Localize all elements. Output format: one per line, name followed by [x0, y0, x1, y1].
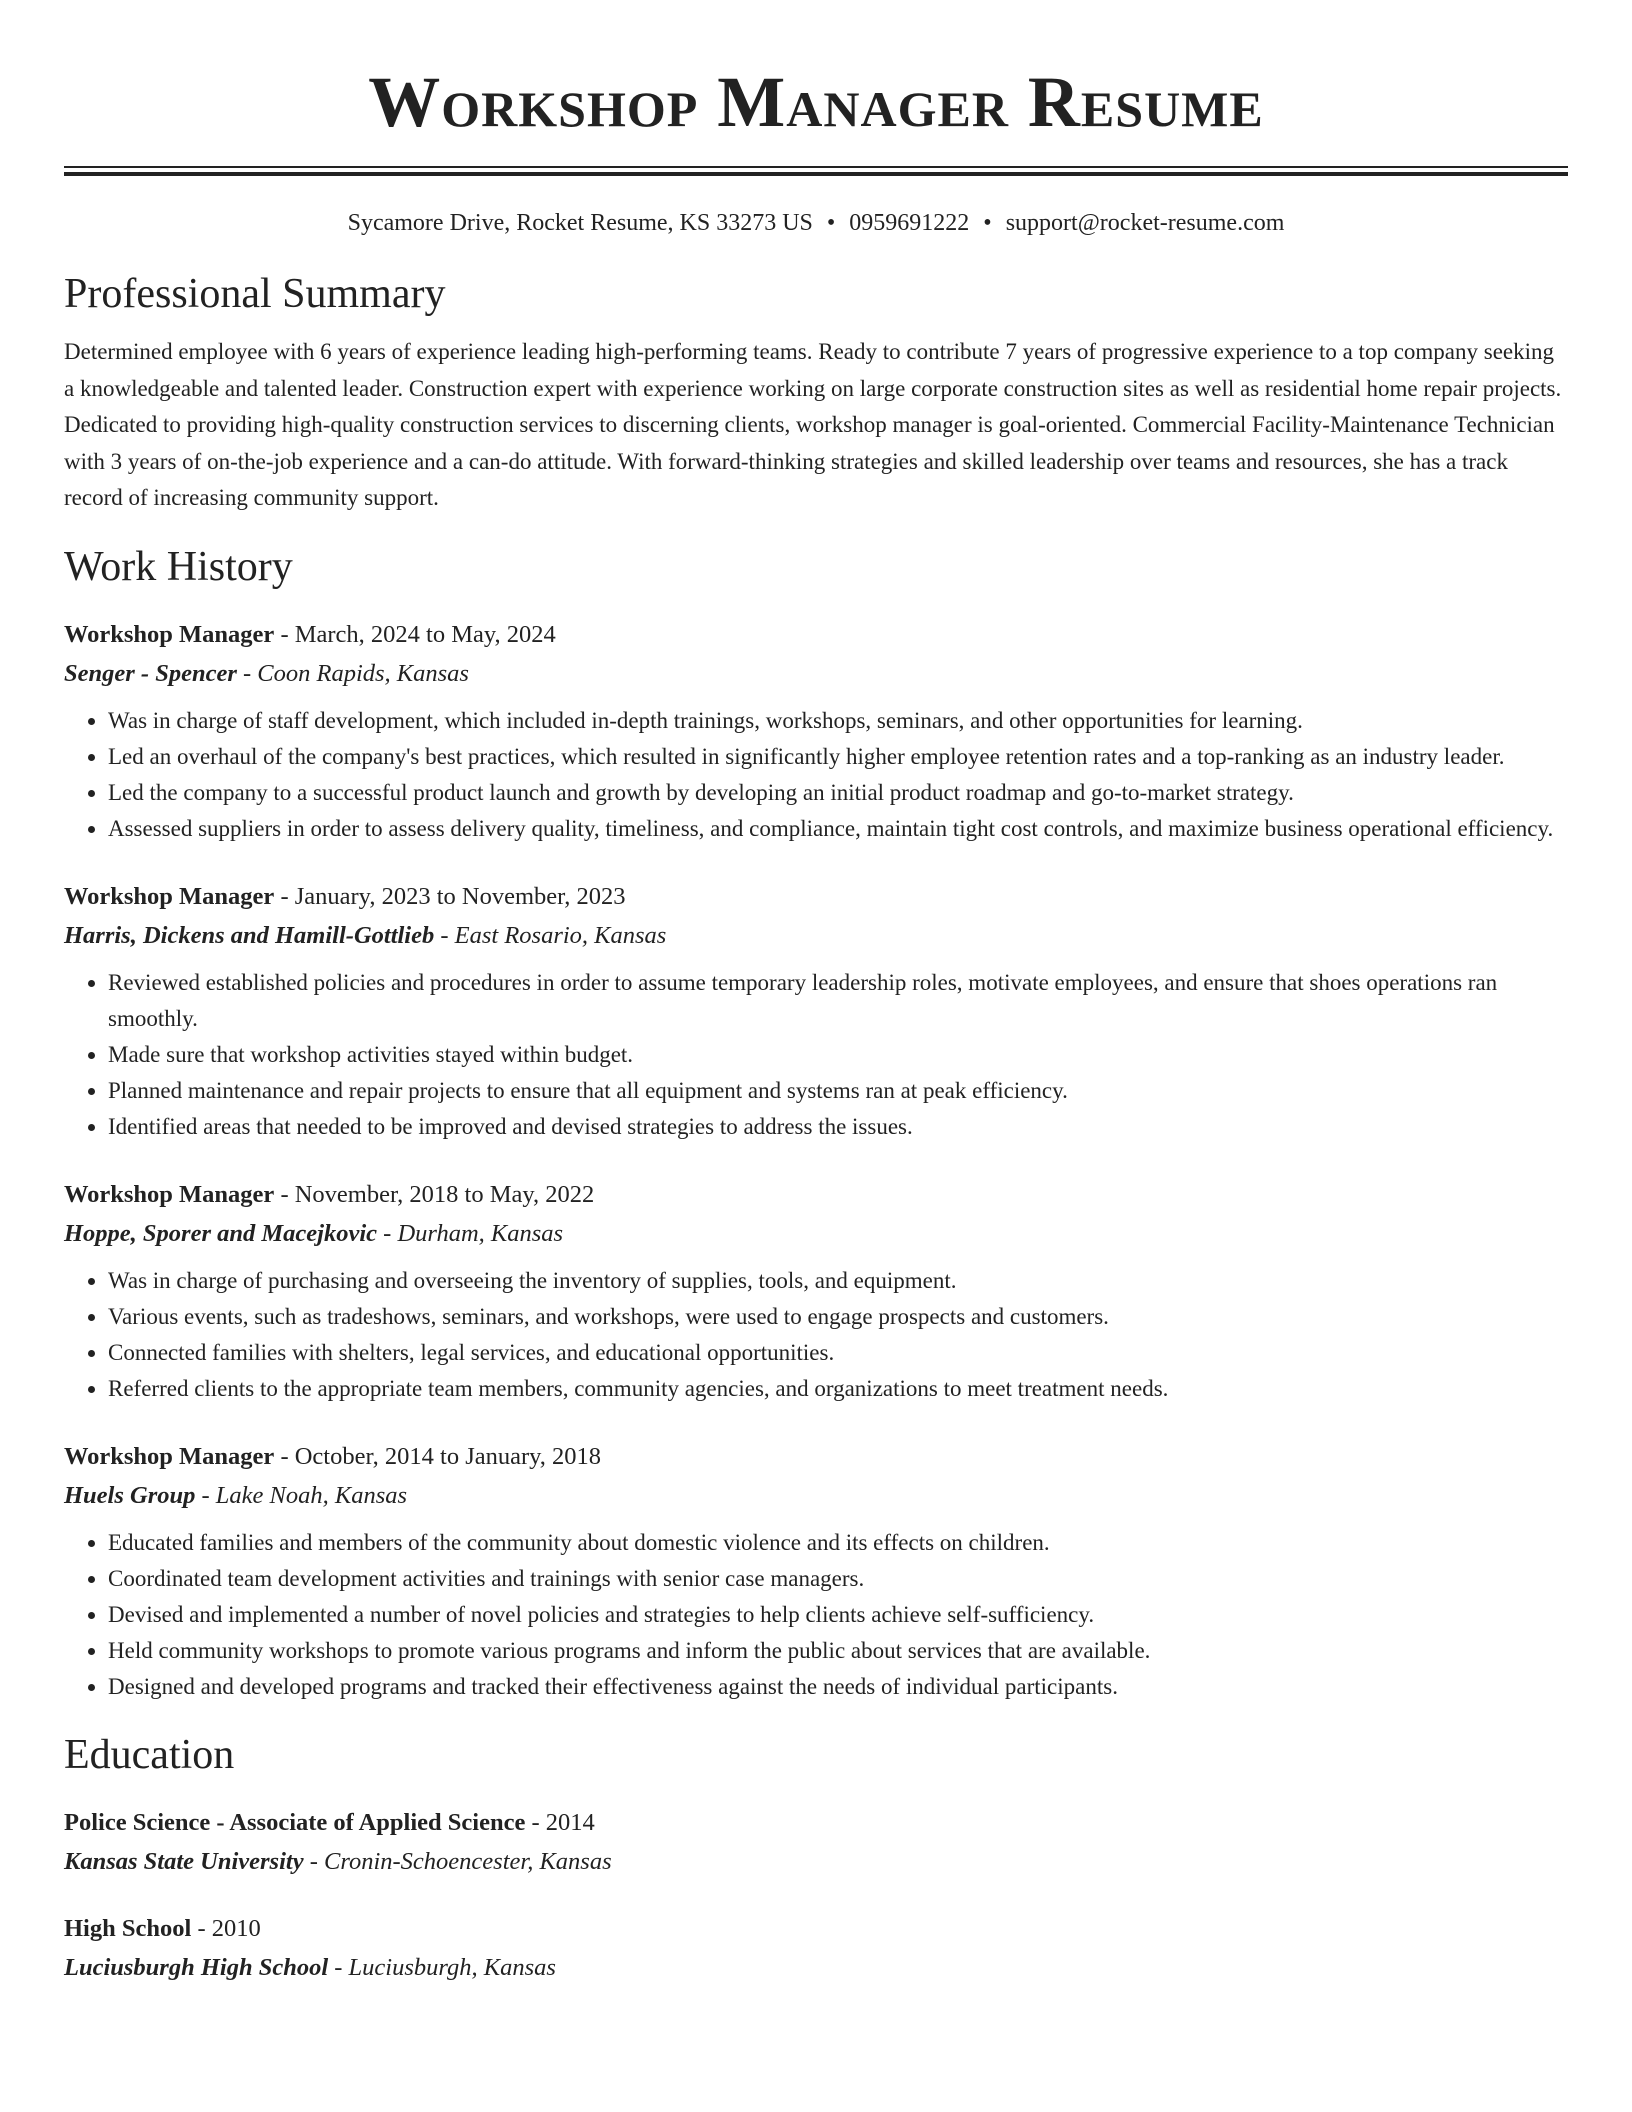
summary-heading: Professional Summary: [64, 271, 446, 317]
job-dates: - January, 2023 to November, 2023: [274, 882, 626, 910]
job-duties-list: [64, 703, 1568, 847]
job-duty-item: • Led the company to a successful product launch and growth by developing an initial product roadmap and go-to-market strategy.: [108, 775, 1568, 811]
job-duty-item: • Designed and developed programs and tracked their effectiveness against the needs of individual participants.: [108, 1669, 1568, 1705]
job-entry: [64, 1175, 1568, 1407]
school-name: Kansas State University: [64, 1847, 304, 1875]
job-duty-item: • Referred clients to the appropriate team members, community agencies, and organizations to meet treatment needs.: [108, 1371, 1568, 1407]
education-heading: Education: [64, 1731, 235, 1778]
education-entry: [64, 1803, 1568, 1881]
resume-title: Workshop Manager Resume: [368, 62, 1264, 142]
degree-name: High School: [64, 1914, 192, 1942]
job-title-line: [64, 1437, 1568, 1476]
job-company-line: [64, 1476, 1568, 1515]
job-duty-item: • Devised and implemented a number of novel policies and strategies to help clients achieve self-sufficiency.: [108, 1597, 1568, 1633]
school-location: - Cronin-Schoencester, Kansas: [303, 1847, 612, 1875]
job-duty-item: • Assessed suppliers in order to assess delivery quality, timeliness, and compliance, maintain tight cost controls, and maximize business operational efficiency.: [108, 811, 1568, 847]
contact-line: [64, 208, 1568, 238]
job-title-line: [64, 877, 1568, 916]
job-company: Huels Group: [64, 1481, 196, 1509]
job-duty-item: • Educated families and members of the community about domestic violence and its effects on children.: [108, 1525, 1568, 1561]
job-duty-item: • Was in charge of purchasing and overseeing the inventory of supplies, tools, and equipment.: [108, 1263, 1568, 1299]
job-location: - Lake Noah, Kansas: [195, 1481, 408, 1509]
job-title: Workshop Manager: [64, 1442, 275, 1470]
job-duty-item: • Identified areas that needed to be improved and devised strategies to address the issues.: [108, 1109, 1568, 1145]
education-entry: [64, 1909, 1568, 1987]
job-duty-item: • Connected families with shelters, legal services, and educational opportunities.: [108, 1335, 1568, 1371]
contact-email: support@rocket-resume.com: [1005, 210, 1285, 236]
contact-phone: 0959691222: [849, 210, 970, 236]
job-title-line: [64, 615, 1568, 654]
contact-address: Sycamore Drive, Rocket Resume, KS 33273 US: [347, 210, 813, 236]
degree-year: - 2010: [191, 1914, 261, 1942]
job-duty-item: • Held community workshops to promote various programs and inform the public about services that are available.: [108, 1633, 1568, 1669]
job-title: Workshop Manager: [64, 1180, 275, 1208]
job-company: Senger - Spencer: [64, 659, 237, 687]
contact-separator: •: [826, 210, 836, 236]
job-company-line: [64, 916, 1568, 955]
contact-separator: •: [983, 210, 992, 236]
school-name: Luciusburgh High School: [64, 1953, 329, 1981]
job-company-line: [64, 1214, 1568, 1253]
job-title: Workshop Manager: [64, 882, 275, 910]
work-history-heading: Work History: [64, 543, 293, 590]
job-duty-item: • Was in charge of staff development, which included in-depth trainings, workshops, seminars, and other opportunities for learning.: [108, 703, 1568, 739]
job-location: - Durham, Kansas: [377, 1219, 564, 1247]
school-location: - Luciusburgh, Kansas: [328, 1953, 556, 1981]
degree-line: [64, 1909, 1568, 1948]
title-divider: [64, 166, 1568, 176]
degree-year: - 2014: [525, 1808, 595, 1836]
degree-line: [64, 1803, 1568, 1842]
job-duty-item: • Reviewed established policies and procedures in order to assume temporary leadership roles, motivate employees, and ensure that shoes operations ran smoothly.: [108, 965, 1568, 1037]
job-location: - East Rosario, Kansas: [434, 921, 667, 949]
job-duties-list: [64, 1525, 1568, 1705]
job-company: Harris, Dickens and Hamill-Gottlieb: [64, 921, 435, 949]
summary-text: Determined employee with 6 years of experience leading high-performing teams. Ready to contribute 7 years of progressive experience to a top company seeking a knowledgeable and talented leader. Construction expert with experience working on large corporate construction sites as well as residential home repair projects. Dedicated to providing high-quality construction services to discerning clients, workshop manager is goal-oriented. Commercial Facility-Maintenance Technician with 3 years of on-the-job experience and a can-do attitude. With forward-thinking strategies and skilled leadership over teams and resources, she has a track record of increasing community support.: [64, 339, 1562, 510]
job-duty-item: • Led an overhaul of the company's best practices, which resulted in significantly higher employee retention rates and a top-ranking as an industry leader.: [108, 739, 1568, 775]
job-dates: - November, 2018 to May, 2022: [274, 1180, 595, 1208]
job-dates: - October, 2014 to January, 2018: [274, 1442, 602, 1470]
job-duties-list: [64, 1263, 1568, 1407]
job-dates: - March, 2024 to May, 2024: [274, 620, 556, 648]
job-duty-item: • Various events, such as tradeshows, seminars, and workshops, were used to engage prospects and customers.: [108, 1299, 1568, 1335]
job-company: Hoppe, Sporer and Macejkovic: [64, 1219, 378, 1247]
job-company-line: [64, 654, 1568, 693]
job-duty-item: • Coordinated team development activities and trainings with senior case managers.: [108, 1561, 1568, 1597]
job-entry: [64, 1437, 1568, 1705]
job-duty-item: • Made sure that workshop activities stayed within budget.: [108, 1037, 1568, 1073]
job-duties-list: [64, 965, 1568, 1145]
job-entry: [64, 615, 1568, 847]
degree-name: Police Science - Associate of Applied Science: [64, 1808, 526, 1836]
job-location: - Coon Rapids, Kansas: [236, 659, 469, 687]
job-duty-item: • Planned maintenance and repair projects to ensure that all equipment and systems ran at peak efficiency.: [108, 1073, 1568, 1109]
job-title-line: [64, 1175, 1568, 1214]
job-entry: [64, 877, 1568, 1145]
school-line: [64, 1842, 1568, 1881]
school-line: [64, 1948, 1568, 1987]
job-title: Workshop Manager: [64, 620, 275, 648]
